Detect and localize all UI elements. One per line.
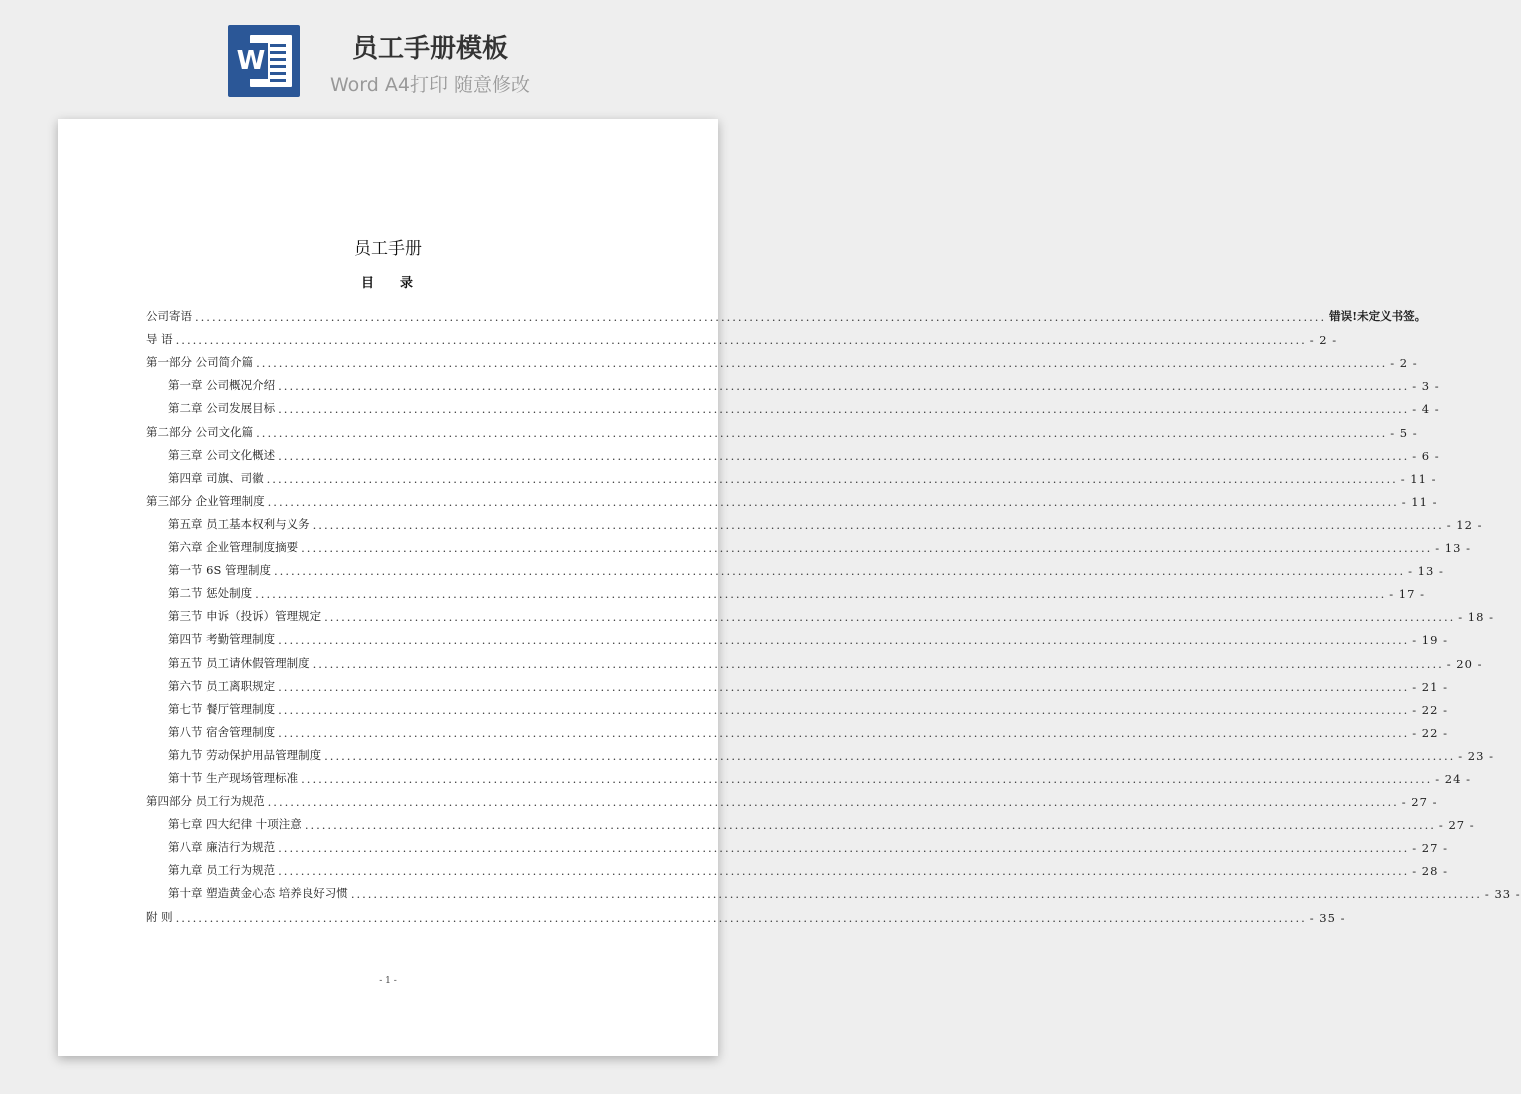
toc-entry-page: - 24 - [1435, 771, 1471, 786]
toc-entry-label: 导 语 [146, 332, 173, 347]
toc-leader-dots: ........................................................................................................................................................................................................ [312, 517, 1444, 532]
toc-entry[interactable] [146, 740, 1494, 763]
word-w-icon: W [234, 43, 268, 79]
toc-entry[interactable] [146, 463, 1437, 486]
toc-entry-label: 第八章 廉洁行为规范 [168, 840, 276, 855]
toc-leader-dots: ........................................................................................................................................................................................................ [278, 702, 1410, 717]
toc-entry[interactable] [146, 694, 1448, 717]
toc-entry-page: - 27 - [1438, 818, 1475, 833]
toc-entry[interactable] [146, 601, 1494, 625]
toc-entry[interactable] [146, 555, 1444, 579]
toc-heading [58, 272, 718, 291]
toc-entry-label: 第九章 员工行为规范 [168, 863, 276, 878]
toc-leader-dots: ........................................................................................................................................................................................................ [175, 333, 1307, 348]
toc-entry[interactable] [146, 855, 1448, 879]
toc-entry[interactable] [146, 671, 1448, 694]
toc-leader-dots: ........................................................................................................................................................................................................ [278, 448, 1410, 463]
toc-leader-dots: ........................................................................................................................................................................................................ [256, 425, 1388, 440]
toc-entry-label: 第三部分 企业管理制度 [146, 493, 265, 508]
toc-entry-label: 第十节 生产现场管理标准 [168, 770, 299, 785]
toc-leader-dots: ........................................................................................................................................................................................................ [175, 910, 1307, 925]
toc-entry-page: - 5 - [1390, 425, 1418, 440]
toc-entry[interactable] [146, 832, 1448, 856]
toc-entry-label: 第二章 公司发展目标 [168, 401, 276, 416]
toc-entry-page: - 22 - [1412, 702, 1448, 717]
toc-leader-dots: ........................................................................................................................................................................................................ [301, 541, 1433, 556]
toc-entry-label: 第五章 员工基本权利与义务 [168, 516, 310, 531]
toc-entry[interactable] [146, 347, 1418, 371]
toc-leader-dots: ........................................................................................................................................................................................................ [195, 310, 1327, 325]
toc-leader-dots: ........................................................................................................................................................................................................ [256, 356, 1388, 371]
toc-leader-dots: ........................................................................................................................................................................................................ [324, 748, 1456, 763]
toc-entry-label: 第一章 公司概况介绍 [168, 378, 276, 393]
toc-leader-dots: ........................................................................................................................................................................................................ [278, 864, 1410, 879]
toc-entry[interactable] [146, 324, 1338, 348]
toc-entry-page: - 22 - [1412, 725, 1448, 740]
toc-entry-label: 第三节 申诉（投诉）管理规定 [168, 609, 322, 624]
document-page [58, 119, 1521, 1056]
toc-entry-label: 第四章 司旗、司徽 [168, 470, 264, 485]
toc-entry-page: - 3 - [1412, 379, 1440, 394]
toc-leader-dots: ........................................................................................................................................................................................................ [278, 379, 1410, 394]
toc-entry[interactable] [146, 786, 1438, 810]
toc-entry-label: 第七节 餐厅管理制度 [168, 701, 276, 716]
toc-entry-page: - 23 - [1458, 748, 1494, 763]
toc-leader-dots: ........................................................................................................................................................................................................ [278, 679, 1410, 694]
toc-entry[interactable] [146, 809, 1475, 833]
header-banner [0, 0, 774, 110]
toc-leader-dots: ........................................................................................................................................................................................................ [350, 887, 1482, 902]
document-title: 员工手册 [354, 239, 422, 259]
toc-entry-label: 第三章 公司文化概述 [168, 447, 276, 462]
toc-entry-label: 第七章 四大纪律 十项注意 [168, 817, 302, 832]
toc-entry[interactable] [146, 416, 1418, 440]
toc-entry-label: 第八节 宿舍管理制度 [168, 724, 276, 739]
toc-entry-label: 第二部分 公司文化篇 [146, 424, 254, 439]
toc-entry-label: 第一部分 公司简介篇 [146, 355, 254, 370]
toc-entry-label: 第四节 考勤管理制度 [168, 632, 276, 647]
toc-heading-part: 目 [360, 276, 376, 291]
toc-leader-dots: ........................................................................................................................................................................................................ [278, 841, 1410, 856]
toc-entry-page: - 13 - [1408, 564, 1444, 579]
toc-entry-label: 第六章 企业管理制度摘要 [168, 540, 299, 555]
header-subtitle: Word A4打印 随意修改 [329, 74, 530, 96]
toc-entry[interactable] [146, 393, 1440, 417]
toc-leader-dots: ........................................................................................................................................................................................................ [278, 402, 1410, 417]
toc-leader-dots: ........................................................................................................................................................................................................ [274, 564, 1406, 579]
toc-leader-dots: ........................................................................................................................................................................................................ [301, 771, 1433, 786]
toc-entry-page: - 27 - [1401, 795, 1438, 810]
toc-entry[interactable] [146, 440, 1440, 463]
toc-entry-label: 第一节 6S 管理制度 [168, 563, 272, 578]
toc-leader-dots: ........................................................................................................................................................................................................ [267, 494, 1399, 509]
toc-entry[interactable] [146, 717, 1448, 740]
toc-leader-dots: ........................................................................................................................................................................................................ [266, 471, 1398, 486]
toc-leader-dots: ........................................................................................................................................................................................................ [278, 633, 1410, 648]
toc-entry-page: - 13 - [1435, 541, 1471, 556]
toc-heading-part: 录 [400, 276, 416, 291]
toc-entry-page: - 6 - [1412, 448, 1440, 463]
toc-entry[interactable] [146, 370, 1440, 394]
toc-entry-page: - 17 - [1389, 587, 1425, 602]
toc-entry-label: 公司寄语 [146, 309, 192, 324]
toc-entry-page: 错误!未定义书签。 [1329, 309, 1427, 324]
toc-entry-label: 第九节 劳动保护用品管理制度 [168, 747, 322, 762]
toc-entry[interactable] [146, 901, 1346, 925]
toc-entry-label: 第二节 惩处制度 [168, 586, 253, 601]
toc-entry-page: - 11 - [1400, 471, 1437, 486]
toc-entry[interactable] [146, 763, 1471, 786]
toc-entry[interactable] [146, 532, 1471, 556]
page-number: - 1 - [379, 976, 397, 986]
toc-entry-label: 附 则 [146, 909, 173, 924]
toc-entry-page: - 2 - [1309, 333, 1338, 348]
toc-entry-page: - 21 - [1412, 679, 1448, 694]
toc-leader-dots: ........................................................................................................................................................................................................ [278, 725, 1410, 740]
toc-entry-page: - 35 - [1309, 910, 1346, 925]
toc-entry[interactable] [146, 878, 1521, 902]
toc-entry-label: 第六节 员工离职规定 [168, 678, 276, 693]
toc-entry-page: - 18 - [1458, 610, 1494, 625]
toc-entry[interactable] [146, 301, 1427, 325]
toc-leader-dots: ........................................................................................................................................................................................................ [267, 795, 1399, 810]
toc-entry-page: - 4 - [1412, 402, 1440, 417]
header-title: 员工手册模板 [351, 34, 508, 64]
toc-entry[interactable] [146, 509, 1483, 532]
toc-leader-dots: ........................................................................................................................................................................................................ [324, 610, 1456, 625]
toc-leader-dots: ........................................................................................................................................................................................................ [312, 656, 1444, 671]
toc-entry-page: - 11 - [1401, 494, 1438, 509]
toc-entry-page: - 28 - [1412, 864, 1448, 879]
toc-entry-page: - 19 - [1412, 633, 1448, 648]
toc-entry[interactable] [146, 486, 1438, 509]
toc-entry-label: 第四部分 员工行为规范 [146, 794, 265, 809]
toc-entry-page: - 2 - [1390, 356, 1418, 371]
toc-leader-dots: ........................................................................................................................................................................................................ [304, 818, 1436, 833]
toc-entry[interactable] [146, 624, 1448, 648]
toc-leader-dots: ........................................................................................................................................................................................................ [255, 587, 1387, 602]
table-of-contents [146, 301, 1521, 925]
toc-entry-page: - 27 - [1412, 841, 1448, 856]
toc-entry-page: - 20 - [1446, 656, 1483, 671]
toc-entry-label: 第五节 员工请休假管理制度 [168, 655, 310, 670]
toc-entry-page: - 12 - [1446, 517, 1483, 532]
word-icon [228, 25, 300, 97]
toc-entry[interactable] [146, 647, 1483, 671]
toc-entry-page: - 33 - [1484, 887, 1521, 902]
toc-entry[interactable] [146, 578, 1425, 602]
toc-entry-label: 第十章 塑造黄金心态 培养良好习惯 [168, 886, 348, 901]
